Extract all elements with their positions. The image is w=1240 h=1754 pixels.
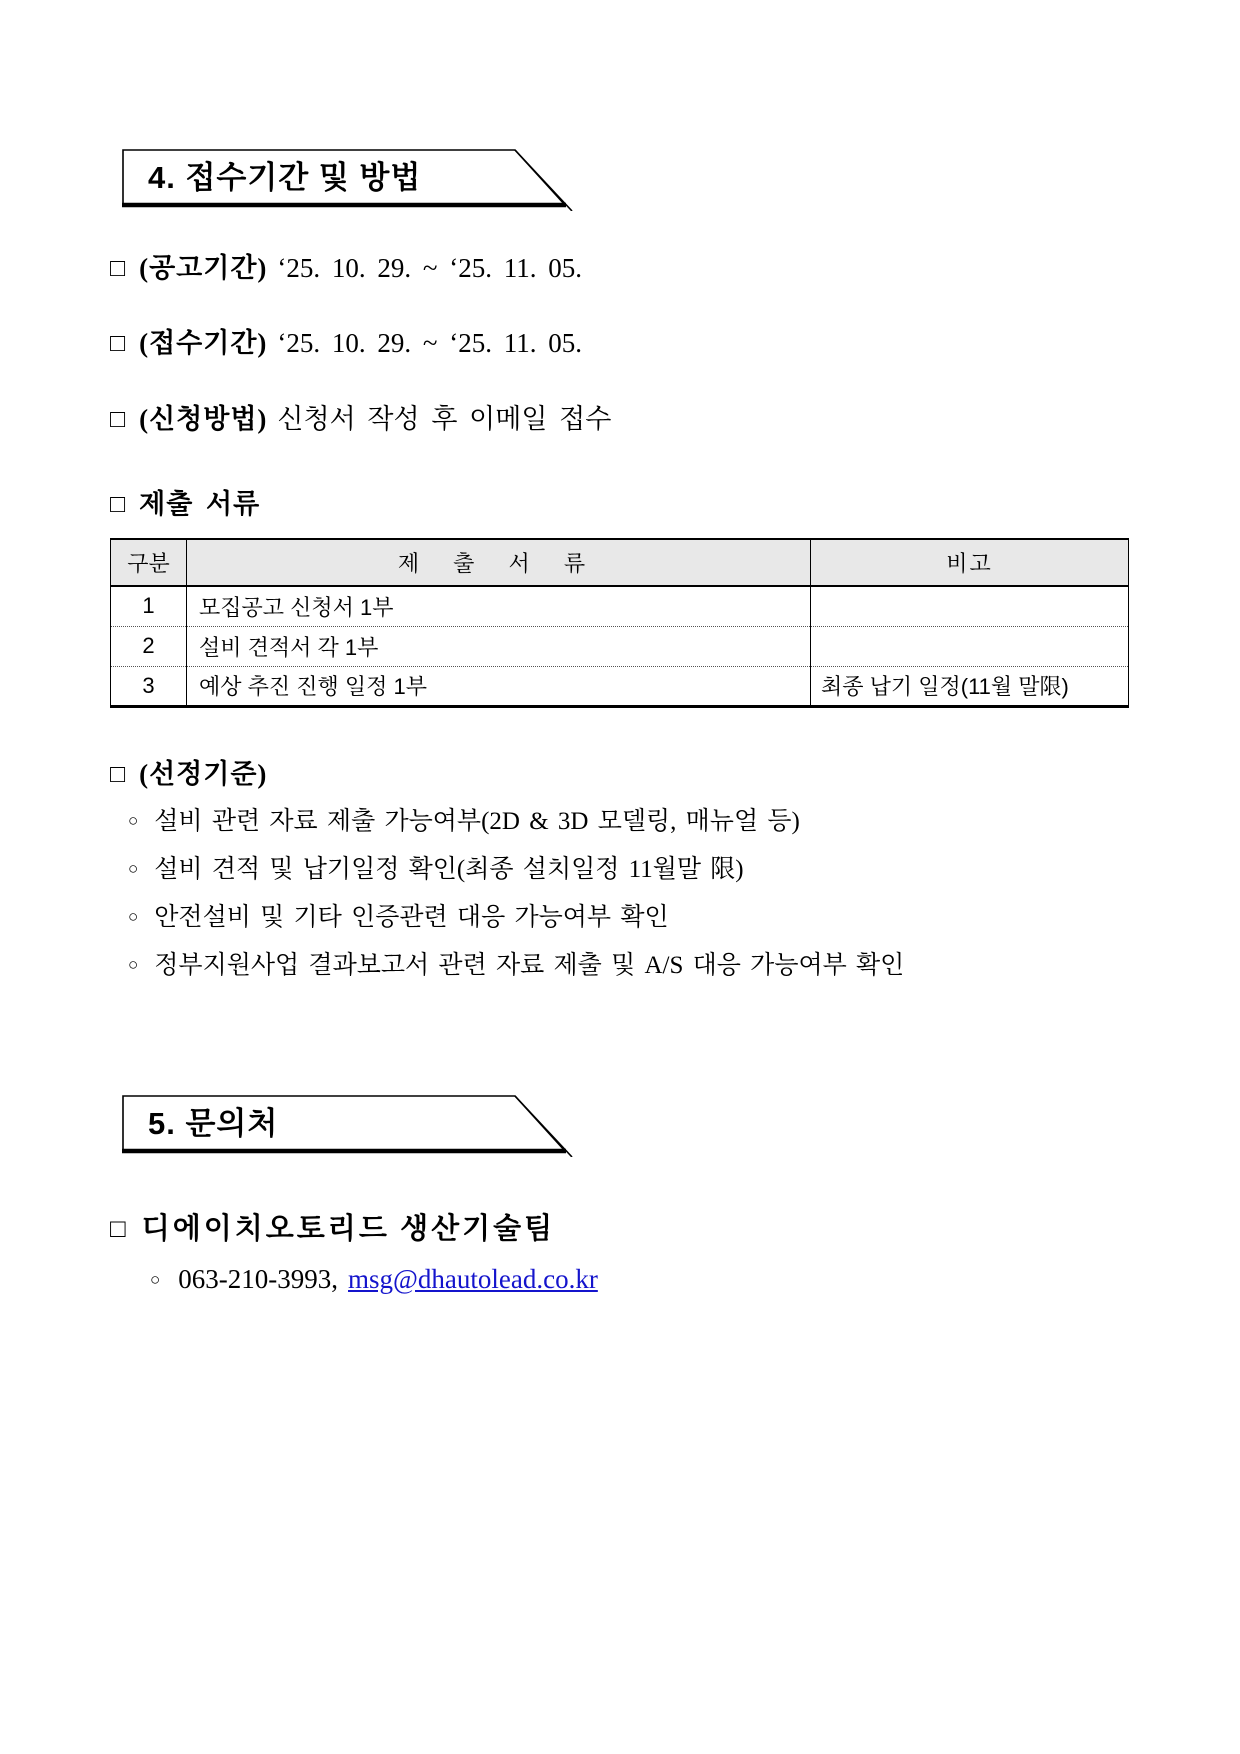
- square-bullet-icon: □: [110, 406, 126, 433]
- submission-documents-table: [110, 538, 1129, 708]
- contact-phone: 063-210-3993,: [178, 1264, 339, 1294]
- contact-info-line: [150, 1258, 598, 1304]
- criteria-item-3: [128, 898, 669, 940]
- section-5-banner: [122, 1095, 582, 1157]
- application-method-label: (신청방법): [139, 404, 268, 434]
- row-3-doc: 예상 추진 진행 일정 1부: [187, 666, 811, 706]
- application-method-value: 신청서 작성 후 이메일 접수: [277, 404, 612, 434]
- circle-bullet-icon: ○: [150, 1270, 161, 1289]
- circle-bullet-icon: ○: [128, 955, 139, 974]
- application-period-value: ‘25. 10. 29. ~ ‘25. 11. 05.: [277, 328, 583, 358]
- criteria-item-4: [128, 946, 904, 988]
- contact-team-heading: [110, 1206, 555, 1253]
- row-2-no: 2: [111, 626, 187, 666]
- square-bullet-icon: □: [110, 255, 126, 282]
- row-1-no: 1: [111, 586, 187, 626]
- submission-documents-heading: [110, 482, 260, 528]
- criteria-item-1: [128, 802, 800, 844]
- row-3-note: 최종 납기 일정(11월 말限): [811, 666, 1129, 706]
- criteria-item-2: [128, 850, 744, 892]
- bullet-announcement-period: [110, 246, 582, 292]
- announcement-period-value: ‘25. 10. 29. ~ ‘25. 11. 05.: [277, 253, 583, 283]
- circle-bullet-icon: ○: [128, 811, 139, 830]
- circle-bullet-icon: ○: [128, 859, 139, 878]
- table-row: [111, 586, 1129, 626]
- table-header-gubun: 구분: [111, 539, 187, 586]
- contact-email-link[interactable]: msg@dhautolead.co.kr: [348, 1264, 598, 1294]
- row-3-no: 3: [111, 666, 187, 706]
- submission-documents-heading-text: 제출 서류: [139, 489, 261, 519]
- application-period-label: (접수기간): [139, 328, 268, 358]
- announcement-period-label: (공고기간): [139, 253, 268, 283]
- criteria-item-1-text: 설비 관련 자료 제출 가능여부(2D & 3D 모델링, 매뉴얼 등): [154, 808, 800, 835]
- row-2-doc: 설비 견적서 각 1부: [187, 626, 811, 666]
- bullet-application-method: [110, 397, 611, 443]
- square-bullet-icon: □: [110, 1214, 126, 1243]
- selection-criteria-heading-text: (선정기준): [139, 759, 268, 789]
- circle-bullet-icon: ○: [128, 907, 139, 926]
- section-4-title: 4. 접수기간 및 방법: [148, 160, 422, 195]
- criteria-item-2-text: 설비 견적 및 납기일정 확인(최종 설치일정 11월말 限): [154, 856, 744, 883]
- selection-criteria-heading: [110, 752, 267, 798]
- table-row: [111, 626, 1129, 666]
- criteria-item-3-text: 안전설비 및 기타 인증관련 대응 가능여부 확인: [154, 904, 669, 931]
- table-header-row: [111, 539, 1129, 586]
- section-4-banner: [122, 149, 582, 211]
- square-bullet-icon: □: [110, 491, 126, 518]
- section-5-title: 5. 문의처: [148, 1106, 279, 1141]
- row-1-note: [811, 586, 1129, 626]
- table-row: [111, 666, 1129, 706]
- contact-team-name: 디에이치오토리드 생산기술팀: [141, 1213, 556, 1245]
- square-bullet-icon: □: [110, 761, 126, 788]
- criteria-item-4-text: 정부지원사업 결과보고서 관련 자료 제출 및 A/S 대응 가능여부 확인: [154, 952, 905, 979]
- row-1-doc: 모집공고 신청서 1부: [187, 586, 811, 626]
- table-header-documents: 제 출 서 류: [187, 539, 811, 586]
- square-bullet-icon: □: [110, 330, 126, 357]
- bullet-application-period: [110, 321, 582, 367]
- table-header-note: 비고: [811, 539, 1129, 586]
- row-2-note: [811, 626, 1129, 666]
